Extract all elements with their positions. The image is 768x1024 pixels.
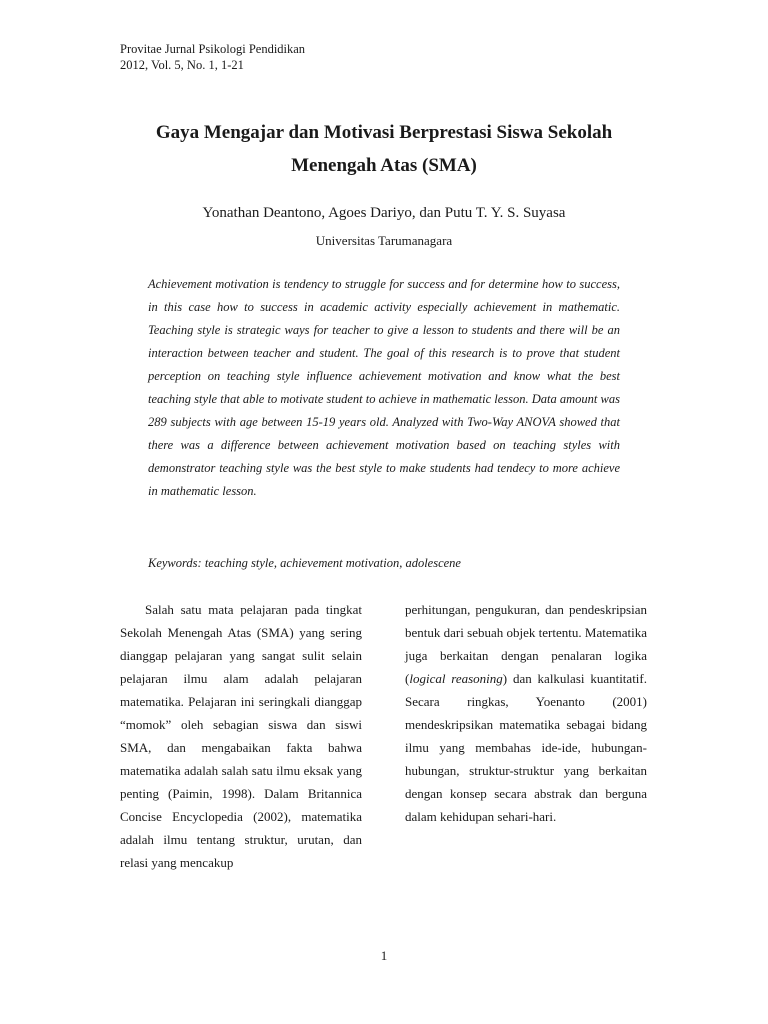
running-header (120, 41, 305, 73)
journal-name: Provitae Jurnal Psikologi Pendidikan (120, 42, 306, 56)
journal-volume: 2012, Vol. 5, No. 1, 1-21 (120, 58, 244, 72)
right-column-italic-term: logical reasoning (409, 671, 503, 686)
affiliation: Universitas Tarumanagara (315, 233, 453, 248)
title-line-2: Menengah Atas (SMA) (291, 155, 477, 176)
right-column-text-start: perhitungan, pengukuran, dan pendeskripsian bentuk dari sebuah objek tertentu. Matematika juga berkaitan dengan penalaran logika ( (405, 602, 647, 686)
body-left-column: Salah satu mata pelajaran pada tingkat Sekolah Menengah Atas (SMA) yang sering dianggap pelajaran yang sangat sulit selain pelajaran ilmu alam adalah pelajaran matematika. Pelajaran ini seringkali dianggap “momok” oleh sebagian siswa dan siswi SMA, dan mengabaikan fakta bahwa matematika adalah salah satu ilmu eksak yang penting (Paimin, 1998). Dalam Britannica Concise Encyclopedia (2002), matematika adalah ilmu tentang struktur, urutan, dan relasi yang mencakup (120, 602, 362, 870)
keywords: Keywords: teaching style, achievement motivation, adolescene (148, 556, 461, 570)
authors: Yonathan Deantono, Agoes Dariyo, dan Putu T. Y. S. Suyasa (202, 205, 566, 221)
body-right-column (405, 598, 647, 828)
title-line-1: Gaya Mengajar dan Motivasi Berprestasi Siswa Sekolah (155, 122, 613, 143)
paper-title (60, 116, 708, 182)
right-column-text-end: ) dan kalkulasi kuantitatif. Secara ringkas, Yoenanto (2001) mendeskripsikan matematika sebagai bidang ilmu yang membahas ide-ide, hubungan-hubungan, struktur-struktur yang berkaitan dengan konsep secara abstrak dan berguna dalam kehidupan sehari-hari. (405, 671, 647, 824)
page-number: 1 (380, 948, 388, 963)
abstract: Achievement motivation is tendency to struggle for success and for determine how to success, in this case how to success in academic activity especially achievement in mathematic. Teaching style is strategic ways for teacher to give a lesson to students and there will be an interaction between teacher and student. The goal of this research is to prove that student perception on teaching style influence achievement motivation and know what the best teaching style that able to motivate student to achieve in mathematic lesson. Data amount was 289 subjects with age between 15-19 years old. Analyzed with Two-Way ANOVA showed that there was a difference between achievement motivation based on teaching styles with demonstrator teaching style was the best style to make students had tendecy to more achieve in mathematic lesson. (148, 277, 620, 498)
